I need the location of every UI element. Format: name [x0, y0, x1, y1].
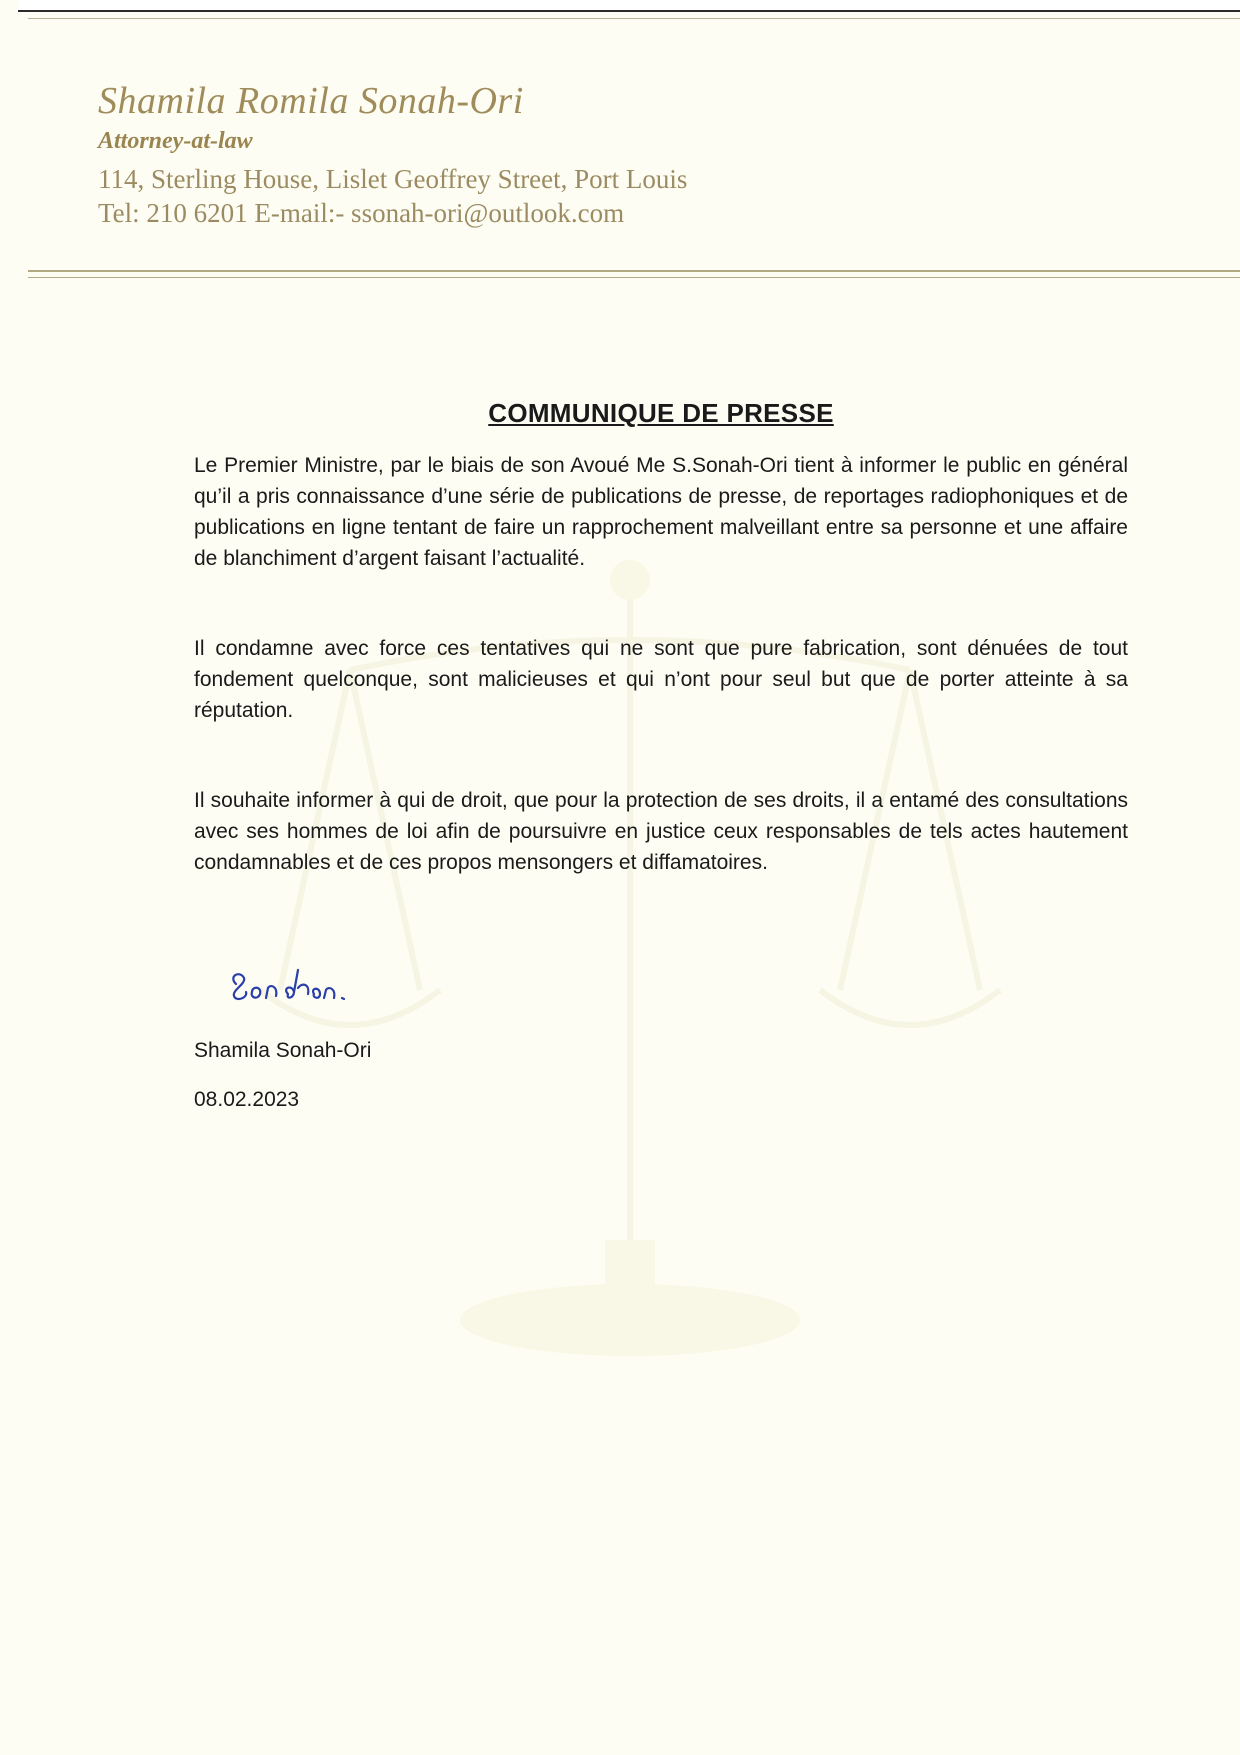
scan-top-edge: [18, 0, 1240, 12]
document-body: [194, 396, 1128, 878]
letterhead-divider: [28, 270, 1240, 278]
letterhead-address: 114, Sterling House, Lislet Geoffrey Street, Port Louis: [98, 164, 688, 194]
paragraph-3: Il souhaite informer à qui de droit, que pour la protection de ses droits, il a entamé des consultations avec ses hommes de loi afin de poursuivre en justice ceux responsables de tels actes hautement condamnables et de ces propos mensongers et diffamatoires.: [194, 789, 1128, 874]
document-heading: COMMUNIQUE DE PRESSE: [488, 398, 834, 428]
letterhead-contact: Tel: 210 6201 E-mail:- ssonah-ori@outlook.com: [98, 198, 625, 228]
handwritten-signature-icon: [222, 962, 382, 1012]
paragraph-2: Il condamne avec force ces tentatives qui ne sont que pure fabrication, sont dénuées de tout fondement quelconque, sont malicieuses et qui n’ont pour seul but que de porter atteinte à sa réputation.: [194, 637, 1128, 722]
paragraph-1: Le Premier Ministre, par le biais de son Avoué Me S.Sonah-Ori tient à informer le public en général qu’il a pris connaissance d’une série de publications de presse, de reportages radiophoniques et de publications en ligne tentant de faire un rapprochement malveillant entre sa personne et une affaire de blanchiment d’argent faisant l’actualité.: [194, 454, 1128, 570]
letterhead-name: Shamila Romila Sonah-Ori: [98, 80, 524, 122]
document-date: 08.02.2023: [194, 1088, 300, 1111]
letterhead-title: Attorney-at-law: [98, 128, 253, 154]
signer-name: Shamila Sonah-Ori: [194, 1039, 372, 1062]
letterhead: [98, 78, 1158, 230]
top-rule: [28, 18, 1240, 19]
